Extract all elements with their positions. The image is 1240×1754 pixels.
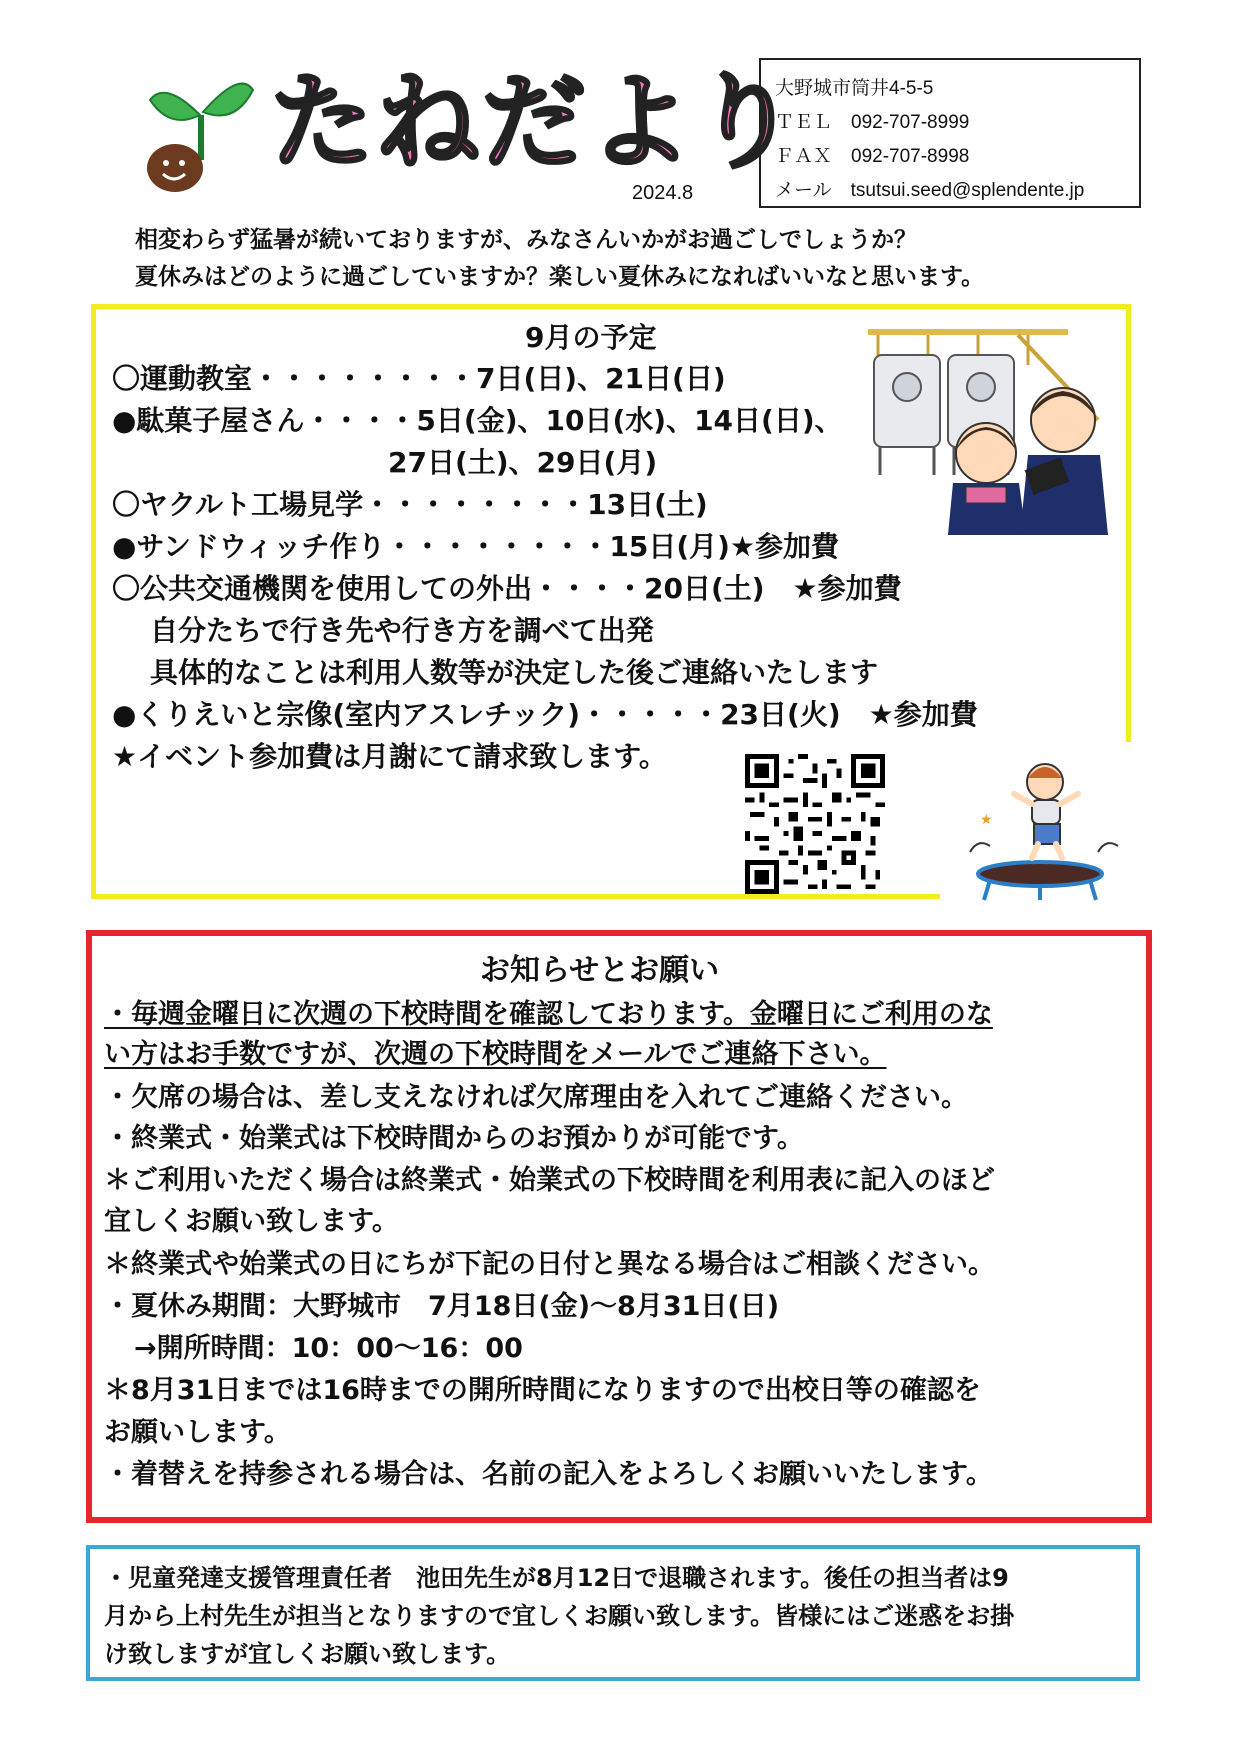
notice-item: ・毎週金曜日に次週の下校時間を確認しております。金曜日にご利用のな	[104, 999, 993, 1030]
greeting	[135, 222, 984, 296]
qr-code[interactable]	[745, 754, 885, 894]
notice-item: ・着替えを持参される場合は、名前の記入をよろしくお願いいたします。	[104, 1459, 993, 1490]
contact-address: 大野城市筒井4-5-5	[775, 78, 934, 99]
greeting-line: 相変わらず猛暑が続いておりますが、みなさんいかがお過ごしでしょうか？	[135, 227, 917, 253]
staff-notice-line: け致しますが宜しくお願い致します。	[104, 1640, 511, 1668]
schedule-note: ★イベント参加費は月謝にて請求致します。	[112, 740, 667, 773]
notice-item: ＊8月31日までは16時までの開所時間になりますので出校日等の確認を	[104, 1375, 981, 1406]
schedule-item: 〇運動教室・・・・・・・・7日(日)、21日(日)	[112, 362, 726, 395]
schedule-item: 具体的なことは利用人数等が決定した後ご連絡いたします	[150, 656, 879, 689]
factory-illustration	[868, 325, 1126, 535]
contact-box	[759, 58, 1141, 208]
contact-fax: ＦＡＸ 092-707-8998	[775, 146, 970, 167]
staff-notice-line: 月から上村先生が担当となりますので宜しくお願い致します。皆様にはご迷惑をお掛	[104, 1602, 1015, 1630]
staff-notice-box	[86, 1545, 1140, 1681]
issue-date: 2024.8	[632, 182, 694, 204]
schedule-item: 27日(土)、29日(月)	[388, 446, 658, 479]
trampoline-illustration	[940, 742, 1135, 902]
staff-notice-line: ・児童発達支援管理責任者 池田先生が8月12日で退職されます。後任の担当者は9	[104, 1564, 1009, 1592]
notice-item: ・欠席の場合は、差し支えなければ欠席理由を入れてご連絡ください。	[104, 1082, 968, 1113]
notice-item: ＊ご利用いただく場合は終業式・始業式の下校時間を利用表に記入のほど	[104, 1165, 995, 1196]
contact-tel: ＴＥＬ 092-707-8999	[775, 112, 970, 133]
notice-item: い方はお手数ですが、次週の下校時間をメールでご連絡下さい。	[104, 1039, 887, 1070]
masthead-title: たねだより	[270, 61, 801, 183]
notice-item: お願いします。	[104, 1417, 291, 1448]
contact-email: メール tsutsui.seed@splendente.jp	[775, 180, 1085, 201]
notice-item: ・終業式・始業式は下校時間からのお預かりが可能です。	[104, 1123, 804, 1154]
notice-item: 宜しくお願い致します。	[104, 1206, 399, 1237]
notice-item: →開所時間：10：00～16：00	[134, 1333, 523, 1364]
notice-item: ＊終業式や始業式の日にちが下記の日付と異なる場合はご相談ください。	[104, 1249, 995, 1280]
schedule-title: 9月の予定	[525, 321, 657, 354]
sprout-logo-icon	[145, 60, 255, 195]
schedule-item: 〇ヤクルト工場見学・・・・・・・・13日(土)	[112, 488, 708, 521]
greeting-line: 夏休みはどのように過ごしていますか？楽しい夏休みになればいいなと思います。	[135, 264, 985, 290]
notice-item: ・夏休み期間：大野城市 7月18日(金)～8月31日(日)	[104, 1291, 780, 1322]
schedule-item: ●サンドウィッチ作り・・・・・・・・15日(月)★参加費	[112, 530, 840, 563]
schedule-item: ●くりえいと宗像(室内アスレチック)・・・・・23日(火) ★参加費	[112, 698, 978, 731]
svg-text:★: ★	[980, 812, 993, 828]
schedule-item: 〇公共交通機関を使用しての外出・・・・20日(土) ★参加費	[112, 572, 902, 605]
notice-title: お知らせとお願い	[480, 953, 720, 988]
schedule-item: ●駄菓子屋さん・・・・5日(金)、10日(水)、14日(日)、	[112, 404, 843, 437]
schedule-item: 自分たちで行き先や行き方を調べて出発	[150, 614, 654, 647]
